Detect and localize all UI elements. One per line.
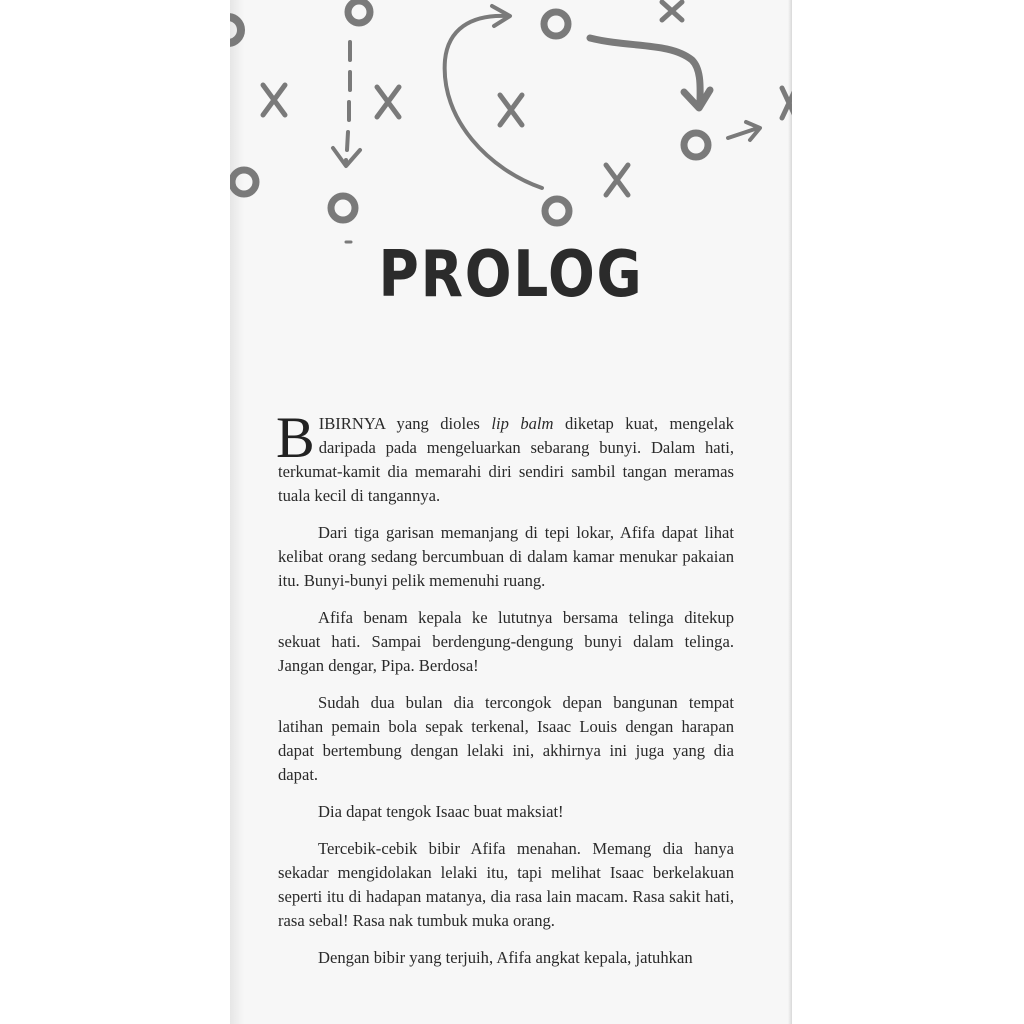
chapter-title: PROLOG	[378, 238, 644, 312]
dashed-route-arrow	[333, 42, 360, 166]
paragraph: Tercebik-cebik bibir Afifa menahan. Memang dia hanya sekadar mengidolakan lelaki itu, tapi melihat Isaac berkelakuan seperti itu di hadapan matanya, dia rasa lain macam. Rasa sakit hati, rasa sebal! Rasa nak tumbuk muka orang.	[278, 839, 734, 930]
player-o-marker	[544, 12, 568, 36]
player-x-marker	[500, 95, 522, 125]
player-o-marker	[545, 199, 569, 223]
player-o-marker	[230, 17, 241, 43]
paragraph: Dengan bibir yang terjuih, Afifa angkat kepala, jatuhkan	[318, 948, 693, 967]
player-x-marker	[662, 2, 682, 20]
player-x-marker	[782, 88, 792, 118]
italic-phrase: lip balm	[491, 414, 554, 433]
chapter-body-text	[276, 405, 734, 983]
paragraph	[276, 405, 734, 508]
curved-route-arrow	[445, 6, 542, 188]
paragraph: Dari tiga garisan memanjang di tepi lokar, Afifa dapat lihat kelibat orang sedang bercumbuan di dalam kamar menukar pakaian itu. Bunyi-bunyi pelik memenuhi ruang.	[278, 523, 734, 590]
paragraph: Sudah dua bulan dia tercongok depan bangunan tempat latihan pemain bola sepak terkenal, Isaac Louis dengan harapan dapat bertembung dengan lelaki ini, akhirnya ini juga yang dia dapat.	[278, 693, 734, 784]
paragraph: Afifa benam kepala ke lututnya bersama telinga ditekup sekuat hati. Sampai berdengung-dengung bunyi dalam telinga. Jangan dengar, Pipa. Berdosa!	[278, 608, 734, 675]
player-o-marker	[232, 170, 256, 194]
short-route-arrow	[728, 122, 760, 140]
football-playbook-diagram	[230, 0, 792, 250]
book-page	[230, 0, 792, 1024]
thick-route-arrow	[590, 38, 710, 108]
paragraph: Dia dapat tengok Isaac buat maksiat!	[318, 802, 564, 821]
player-x-marker	[606, 165, 628, 195]
player-o-marker	[348, 1, 370, 23]
player-o-marker	[331, 196, 355, 220]
drop-cap-letter: B	[276, 405, 315, 470]
paragraph-lead: IBIRNYA yang dioles	[318, 414, 492, 433]
player-x-marker	[377, 87, 399, 117]
paragraph-rest: diketap kuat, mengelak daripada pada mengeluarkan sebarang bunyi. Dalam hati, terkumat-kamit dia memarahi diri sendiri sambil tangan meramas tuala kecil di tangannya.	[278, 414, 734, 505]
player-o-marker	[684, 133, 708, 157]
player-x-marker	[263, 85, 285, 115]
